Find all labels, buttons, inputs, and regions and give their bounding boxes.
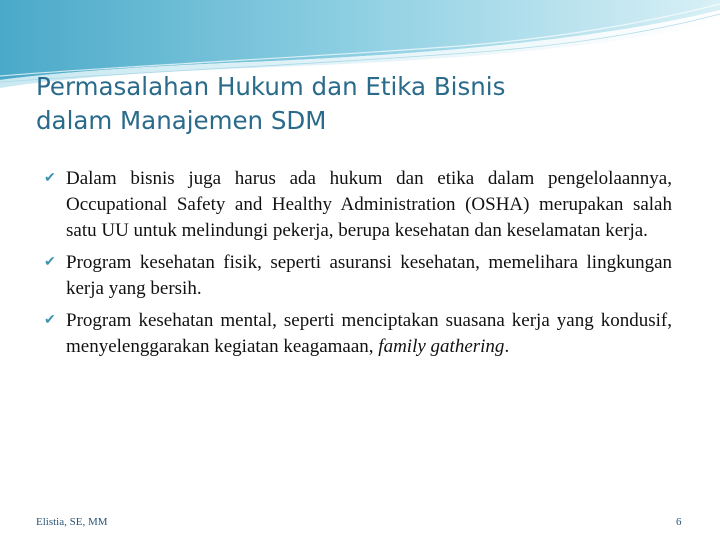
checkmark-icon: ✔ <box>44 255 56 270</box>
list-item-end: . <box>504 336 510 357</box>
list-item-text: Program kesehatan fisik, seperti asuransi kesehatan, memelihara lingkungan kerja yang bersih. <box>66 252 672 299</box>
list-item <box>44 250 672 302</box>
slide-title-line1: Permasalahan Hukum dan Etika Bisnis <box>36 72 506 101</box>
list-item-text: Dalam bisnis juga harus ada hukum dan etika dalam pengelolaannya, Occupational Safety and Healthy Administration (OSHA) merupakan salah satu UU untuk melindungi pekerja, berupa kesehatan dan keselamatan kerja. <box>66 168 672 241</box>
slide-title-line2: dalam Manajemen SDM <box>36 106 327 135</box>
slide-title <box>36 70 676 138</box>
list-item-text: Program kesehatan mental, seperti menciptakan suasana kerja yang kondusif, menyelenggarakan kegiatan keagamaan, <box>66 310 672 357</box>
list-item <box>44 166 672 244</box>
list-item <box>44 308 672 360</box>
checkmark-icon: ✔ <box>44 171 56 186</box>
bullet-list <box>44 166 672 366</box>
footer-author: Elistia, SE, MM <box>36 516 108 528</box>
page-number: 6 <box>676 516 682 528</box>
checkmark-icon: ✔ <box>44 313 56 328</box>
list-item-italic-text: family gathering <box>378 336 505 357</box>
